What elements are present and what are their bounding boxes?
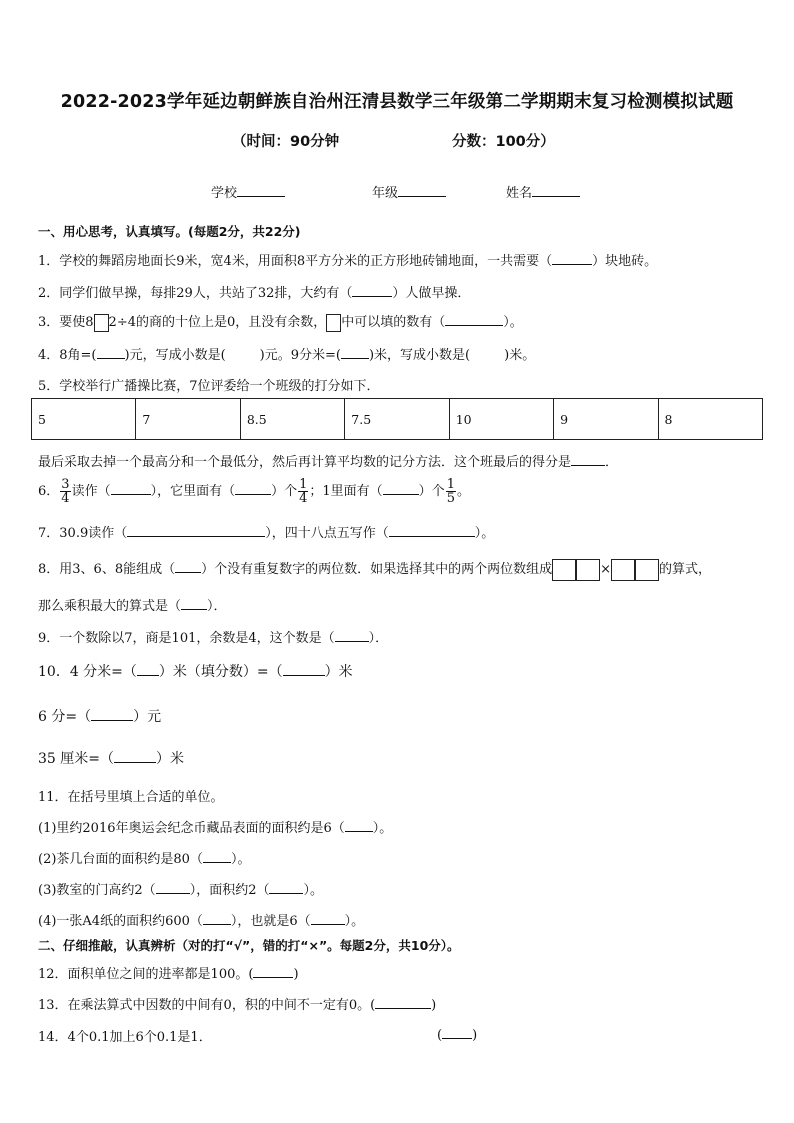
question-13-text-end: ) [431, 998, 437, 1013]
fraction-one-quarter [298, 478, 308, 505]
question-4-text-3: )元。9分米=( [259, 348, 341, 363]
question-11-p3-blank-1[interactable] [156, 881, 190, 894]
name-field [506, 182, 580, 201]
question-9-text-end: ）． [368, 631, 389, 646]
question-5-followup [38, 451, 618, 470]
section-2-heading: 二、仔细推敲，认真辨析（对的打“√”，错的打“×”。每题2分，共10分）。 [38, 938, 460, 953]
question-10-part-3 [38, 748, 184, 768]
question-11-part-4 [38, 910, 364, 929]
multiply-sign: × [600, 562, 612, 577]
question-6-text: 读作（ [71, 484, 111, 499]
question-8-cont [38, 595, 227, 614]
question-10-blank-1[interactable] [137, 663, 159, 676]
question-14-paren-open: ( [437, 1028, 443, 1043]
question-12-blank[interactable] [253, 965, 293, 978]
question-11-part-1 [38, 817, 392, 836]
name-blank[interactable] [532, 184, 580, 197]
question-14-answer [437, 1026, 477, 1043]
grade-field [372, 182, 446, 201]
question-2 [38, 282, 470, 301]
score-cell: 7.5 [345, 399, 449, 440]
score-cell: 10 [449, 399, 553, 440]
question-6-text-2: ），它里面有（ [150, 484, 236, 499]
fraction-denominator: 4 [61, 491, 70, 506]
question-7-text-2: ），四十八点五写作（ [265, 526, 389, 541]
question-11-p4-text-2: ），也就是6（ [230, 914, 311, 929]
question-10-blank-2[interactable] [283, 663, 325, 676]
question-10-text-4: 6 分=（ [38, 709, 92, 725]
question-7-blank-2[interactable] [389, 524, 475, 537]
question-13 [38, 994, 436, 1013]
score-cell: 8.5 [240, 399, 344, 440]
question-2-text: 2．同学们做早操，每排29人，共站了32排，大约有（ [38, 286, 353, 301]
question-6-text-5: ）个 [418, 484, 445, 499]
question-8-text-3: 的算式， [659, 562, 712, 577]
question-7-text-end: ）。 [474, 526, 495, 541]
question-3-blank[interactable] [445, 313, 503, 326]
question-9 [38, 627, 388, 646]
question-3-text-end: ）。 [503, 315, 523, 330]
question-3-digit-box-ref [326, 314, 341, 332]
question-8-text: 8．用3、6、8能组成（ [38, 562, 176, 577]
question-8-blank-1[interactable] [175, 560, 201, 573]
question-6-text-end: 。 [456, 484, 470, 499]
question-14-paren-close: ) [472, 1028, 478, 1043]
question-6 [38, 478, 470, 505]
school-label: 学校 [211, 186, 238, 201]
digit-box-2[interactable] [576, 559, 600, 581]
question-11-p2-blank[interactable] [203, 850, 231, 863]
question-7 [38, 522, 494, 541]
question-11-p4-blank-1[interactable] [203, 912, 231, 925]
fraction-numerator: 1 [446, 477, 455, 492]
question-3-text-mid2: 中可以填的数有（ [341, 315, 446, 330]
question-14-text: 14．4个0.1加上6个0.1是1． [38, 1030, 212, 1045]
question-10-text: 10．4 分米=（ [38, 664, 137, 680]
digit-box-1[interactable] [552, 559, 576, 581]
question-1 [38, 250, 657, 269]
question-11-p4-blank-2[interactable] [311, 912, 345, 925]
question-1-text-end: ）块地砖。 [592, 254, 658, 269]
school-blank[interactable] [237, 184, 285, 197]
question-10-text-2: ）米（填分数）=（ [158, 664, 283, 680]
question-6-text-3: ）个 [271, 484, 298, 499]
question-6-blank-1[interactable] [111, 482, 151, 495]
question-12 [38, 963, 299, 982]
question-7-blank-1[interactable] [127, 524, 265, 537]
question-10-text-5: ）元 [133, 709, 162, 725]
fraction-numerator: 1 [299, 477, 308, 492]
question-3-text: 3．要使8 [38, 315, 94, 330]
question-11-part-3 [38, 879, 323, 898]
question-9-text: 9．一个数除以7，商是101，余数是4，这个数是（ [38, 631, 335, 646]
question-8-text-4: 那么乘积最大的算式是（ [38, 599, 182, 614]
question-4-text-4: )米，写成小数是( [368, 348, 471, 363]
question-11-p3-blank-2[interactable] [269, 881, 303, 894]
question-10-text-6: 35 厘米=（ [38, 751, 114, 767]
score-cell: 5 [32, 399, 136, 440]
school-field [211, 182, 285, 201]
question-3 [38, 311, 523, 332]
question-5-text-end: ． [605, 455, 619, 470]
question-14 [38, 1026, 212, 1045]
question-6-blank-3[interactable] [383, 482, 419, 495]
question-11-p1-text: (1)里约2016年奥运会纪念币藏品表面的面积约是6（ [38, 821, 345, 836]
question-4 [38, 344, 535, 363]
question-4-text: 4．8角=( [38, 348, 97, 363]
question-4-blank-3[interactable] [341, 346, 369, 359]
question-2-text-end: ）人做早操． [392, 286, 471, 301]
question-7-text: 7．30.9读作（ [38, 526, 128, 541]
exam-title: 2022-2023学年延边朝鲜族自治州汪清县数学三年级第二学期期末复习检测模拟试题 [60, 92, 734, 112]
question-8-text-end: ）． [207, 599, 227, 614]
name-label: 姓名 [506, 186, 533, 201]
fraction-three-quarters [60, 478, 70, 505]
score-cell: 7 [136, 399, 240, 440]
question-11: 11．在括号里填上合适的单位。 [38, 790, 224, 805]
question-10-text-3: ）米 [324, 664, 353, 680]
grade-blank[interactable] [398, 184, 446, 197]
question-12-text-end: ) [293, 967, 299, 982]
question-10-blank-3[interactable] [91, 708, 133, 721]
question-11-p4-end: ）。 [344, 914, 365, 929]
question-1-text: 1．学校的舞蹈房地面长9米，宽4米，用面积8平方分米的正方形地砖铺地面，一共需要（ [38, 254, 553, 269]
question-2-blank[interactable] [352, 284, 392, 297]
question-10 [38, 661, 353, 681]
question-11-p3-end: ）。 [303, 883, 323, 898]
grade-label: 年级 [372, 186, 399, 201]
section-1-heading: 一、用心思考，认真填写。(每题2分，共22分) [38, 224, 301, 239]
question-5-blank[interactable] [571, 453, 605, 466]
question-14-blank[interactable] [442, 1026, 472, 1039]
question-11-p4-text: (4)一张A4纸的面积约600（ [38, 914, 203, 929]
question-11-p3-text: (3)教室的门高约2（ [38, 883, 156, 898]
question-13-text: 13．在乘法算式中因数的中间有0，积的中间不一定有0。( [38, 998, 376, 1013]
question-4-text-end: )米。 [504, 348, 536, 363]
fraction-one-fifth [446, 478, 456, 505]
question-5: 5．学校举行广播操比赛，7位评委给一个班级的打分如下． [38, 379, 380, 394]
exam-time: （时间：90分钟 [232, 134, 340, 150]
digit-box-3[interactable] [611, 559, 635, 581]
exam-score: 分数：100分） [452, 134, 555, 150]
question-8 [38, 558, 711, 581]
question-11-p3-text-2: ），面积约2（ [189, 883, 270, 898]
question-3-digit-box[interactable] [94, 314, 109, 332]
question-10-text-end: ）米 [156, 751, 184, 767]
question-6-number: 6． [38, 484, 60, 499]
question-1-blank[interactable] [552, 252, 592, 265]
score-cell: 8 [658, 399, 762, 440]
question-6-blank-2[interactable] [235, 482, 271, 495]
digit-box-4[interactable] [635, 559, 659, 581]
score-cell: 9 [554, 399, 658, 440]
question-10-blank-4[interactable] [114, 750, 156, 763]
question-8-text-2: ）个没有重复数字的两位数．如果选择其中的两个两位数组成 [201, 562, 553, 577]
question-11-p1-blank[interactable] [345, 819, 373, 832]
question-9-blank[interactable] [335, 629, 369, 642]
question-11-part-2 [38, 848, 250, 867]
question-5-text: 最后采取去掉一个最高分和一个最低分，然后再计算平均数的记分方法．这个班最后的得分是 [38, 455, 572, 470]
question-8-blank-2[interactable] [181, 597, 207, 610]
question-11-p1-end: ）。 [372, 821, 393, 836]
question-6-text-4: ；1里面有（ [309, 484, 383, 499]
fraction-denominator: 4 [299, 491, 308, 506]
question-11-p2-end: ）。 [230, 852, 251, 867]
table-row [32, 399, 763, 440]
scores-table [31, 398, 763, 440]
question-4-blank-1[interactable] [97, 346, 125, 359]
fraction-denominator: 5 [446, 491, 455, 506]
question-11-p2-text: (2)茶几台面的面积约是80（ [38, 852, 203, 867]
question-3-text-mid: 2÷4的商的十位上是0，且没有余数， [108, 315, 327, 330]
question-13-blank[interactable] [375, 996, 431, 1009]
question-4-text-2: )元，写成小数是( [124, 348, 226, 363]
fraction-numerator: 3 [61, 477, 70, 492]
question-10-part-2 [38, 706, 161, 726]
question-12-text: 12．面积单位之间的进率都是100。( [38, 967, 254, 982]
